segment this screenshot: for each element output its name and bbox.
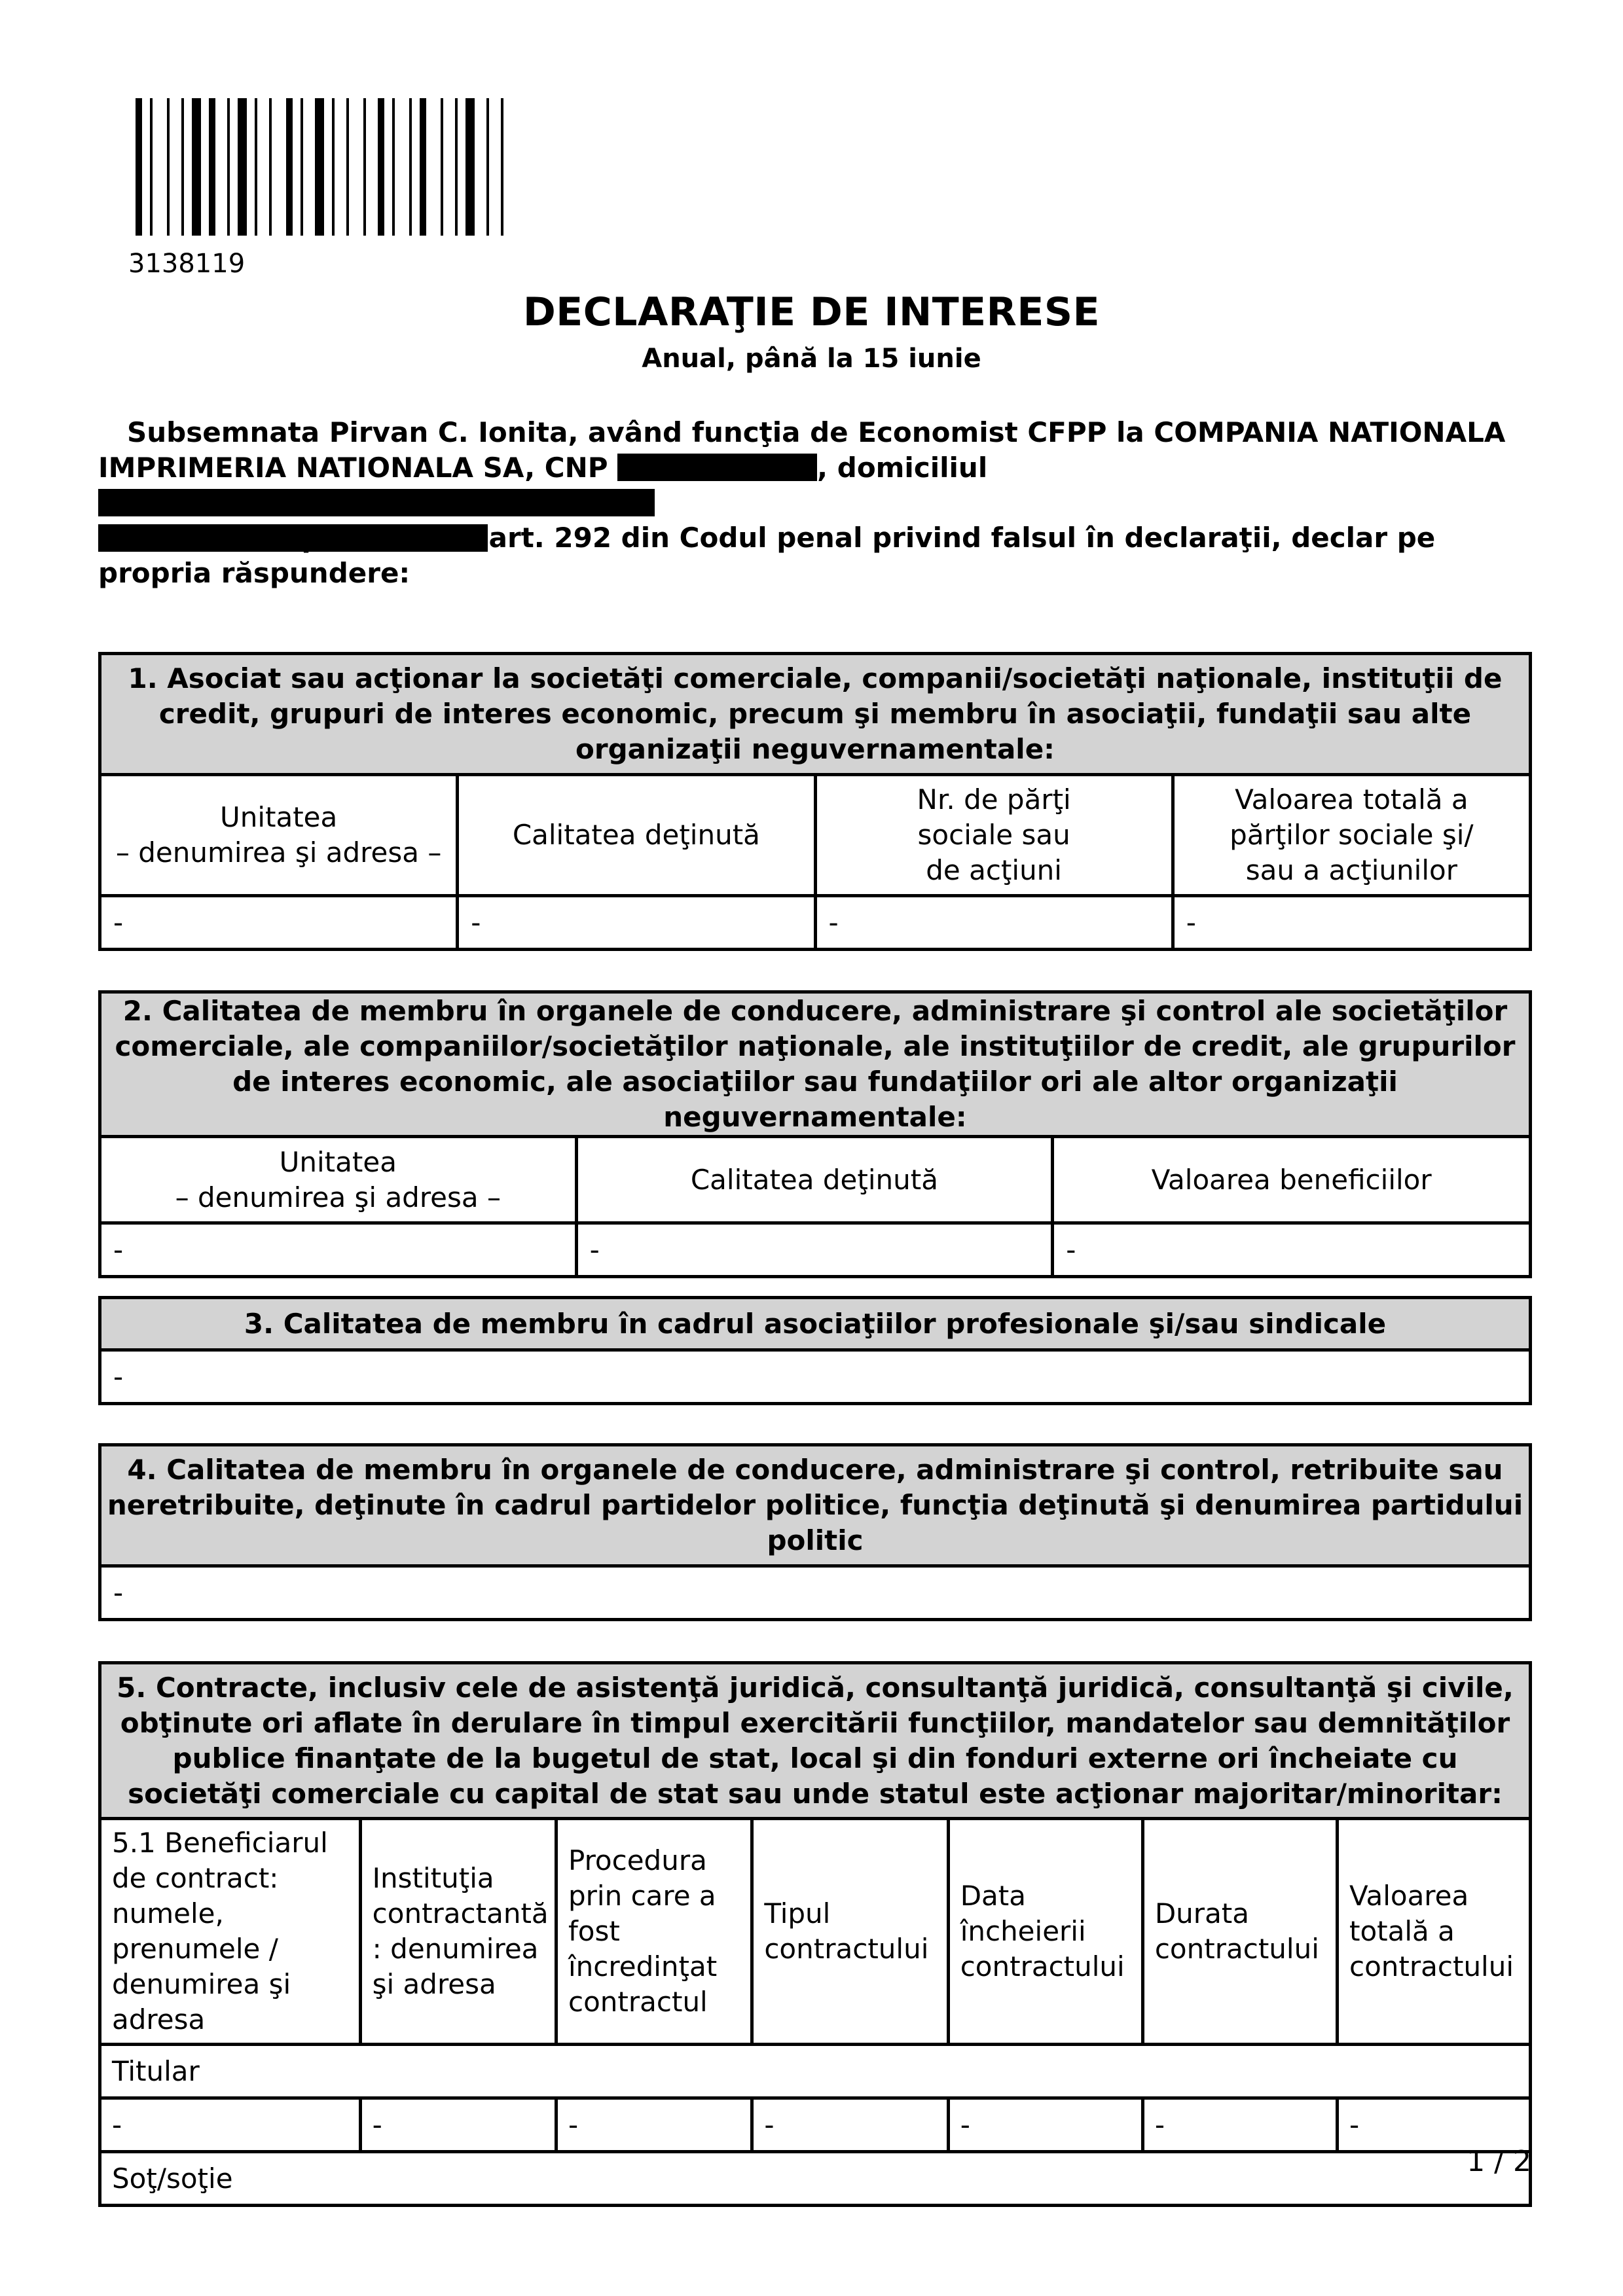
barcode-bar: [420, 98, 426, 236]
barcode-bar: [501, 98, 503, 236]
barcode-bar: [392, 98, 395, 236]
section-2-col-unit: Unitatea – denumirea şi adresa –: [100, 1137, 577, 1223]
barcode-bar: [346, 98, 349, 236]
section-2-col-benefits: Valoarea beneficiilor: [1053, 1137, 1531, 1223]
declaration-statement: [98, 520, 1532, 591]
barcode-bar: [378, 98, 384, 236]
section-5-cell: -: [100, 2098, 361, 2152]
section-5-cell: -: [1338, 2098, 1531, 2152]
barcode-bar: [315, 98, 324, 236]
barcode-bar: [301, 98, 303, 236]
section-5-cell: -: [752, 2098, 948, 2152]
section-2-cell: -: [576, 1223, 1053, 1277]
barcode-image: [136, 98, 882, 236]
section-1-cell: -: [100, 896, 458, 950]
section-5-col-procedure: Procedura prin care a fost încredinţat contractul: [556, 1819, 752, 2045]
document-number: 3138119: [128, 249, 246, 279]
barcode-bar: [150, 98, 153, 236]
section-5-cell: -: [360, 2098, 556, 2152]
section-4-title: 4. Calitatea de membru în organele de conducere, administrare şi control, retribuite sau neretribuite, deţinute în cadrul partidelor politice, funcţia deţinută şi denumirea partidului politic: [100, 1445, 1531, 1566]
redacted-address: [98, 489, 655, 516]
barcode-bar: [363, 98, 366, 236]
section-5-col-duration: Durata contractului: [1142, 1819, 1337, 2045]
declaration-part3: cunoscând prevederile art. 292 din Codul penal privind falsul în declaraţii, declar pe propria răspundere:: [98, 522, 1436, 589]
barcode-bar: [209, 98, 215, 236]
section-4-cell: -: [100, 1566, 1531, 1620]
section-1-cell: -: [1173, 896, 1530, 950]
barcode-bar: [409, 98, 412, 236]
declaration-part1: Subsemnata Pirvan C. Ionita, având funcţia de Economist CFPP la COMPANIA NATIONALA IMPRIMERIA NATIONALA SA, CNP: [98, 416, 1506, 484]
barcode-bar: [455, 98, 458, 236]
redacted-cnp: [617, 454, 817, 481]
section-2-col-role: Calitatea deţinută: [576, 1137, 1053, 1223]
section-3-cell: -: [100, 1350, 1531, 1404]
barcode-bar: [181, 98, 184, 236]
section-1-col-value: Valoarea totală a părţilor sociale şi/ sau a acţiunilor: [1173, 775, 1530, 896]
section-5-cell: -: [1142, 2098, 1337, 2152]
section-5-title: 5. Contracte, inclusiv cele de asistenţă juridică, consultanţă juridică, consultanţă şi civile, obţinute ori aflate în derulare în timpul exercitării funcţiilor, mandatelor sau demnităţilor publice finanţate de la bugetul de stat, local şi din fonduri externe ori încheiate cu societăţi comerciale cu capital de stat sau unde statul este acţionar majoritar/minoritar:: [100, 1663, 1531, 1819]
barcode-bar: [465, 98, 475, 236]
section-4-table: [98, 1443, 1532, 1621]
barcode-bar: [227, 98, 230, 236]
document-title: DECLARAŢIE DE INTERESE: [522, 289, 1101, 335]
section-2-table: [98, 990, 1532, 1278]
barcode-bar: [238, 98, 247, 236]
section-2-title: 2. Calitatea de membru în organele de conducere, administrare şi control ale societăţilor comerciale, ale companiilor/societăţilor naţionale, ale instituţiilor de credit, ale grupurilor de interes economic, ale asociaţiilor sau fundaţiilor ori ale altor organizaţii neguvernamentale:: [100, 992, 1531, 1137]
barcode-bar: [192, 98, 201, 236]
barcode-bar: [441, 98, 443, 236]
section-1-table: [98, 652, 1532, 951]
section-3-title: 3. Calitatea de membru în cadrul asociaţiilor profesionale şi/sau sindicale: [100, 1298, 1531, 1350]
section-5-col-date: Data încheierii contractului: [948, 1819, 1142, 2045]
barcode-bar: [167, 98, 170, 236]
section-1-col-shares: Nr. de părţi sociale sau de acţiuni: [815, 775, 1173, 896]
barcode-bar: [255, 98, 257, 236]
section-5-col-institution: Instituţia contractantă : denumirea şi adresa: [360, 1819, 556, 2045]
section-5-cell: -: [556, 2098, 752, 2152]
section-5-spouse-label: Soţ/soţie: [100, 2152, 1531, 2206]
section-5-titular-label: Titular: [100, 2045, 1531, 2098]
declaration-part2: , domiciliul: [817, 452, 988, 484]
document-subtitle: Anual, până la 15 iunie: [642, 344, 981, 374]
section-5-col-value: Valoarea totală a contractului: [1338, 1819, 1531, 2045]
section-5-col-type: Tipul contractului: [752, 1819, 948, 2045]
section-1-title: 1. Asociat sau acţionar la societăţi comerciale, companii/societăţi naţionale, instituţii de credit, grupuri de interes economic, precum şi membru în asociaţii, fundaţii sau alte organizaţii neguvernamentale:: [100, 654, 1531, 775]
section-1-cell: -: [458, 896, 815, 950]
section-5-table: [98, 1661, 1532, 2207]
barcode-bar: [332, 98, 335, 236]
section-5-col-beneficiary: 5.1 Beneficiarul de contract: numele, prenumele / denumirea şi adresa: [100, 1819, 361, 2045]
section-2-cell: -: [1053, 1223, 1531, 1277]
barcode-bar: [286, 98, 293, 236]
section-1-col-unit: Unitatea – denumirea şi adresa –: [100, 775, 458, 896]
barcode-bar: [136, 98, 142, 236]
page-number: 1 / 2: [1467, 2145, 1531, 2178]
section-3-table: [98, 1296, 1532, 1405]
section-2-cell: -: [100, 1223, 577, 1277]
barcode-bar: [486, 98, 489, 236]
section-1-cell: -: [815, 896, 1173, 950]
section-5-cell: -: [948, 2098, 1142, 2152]
barcode-bar: [269, 98, 272, 236]
section-1-col-role: Calitatea deţinută: [458, 775, 815, 896]
